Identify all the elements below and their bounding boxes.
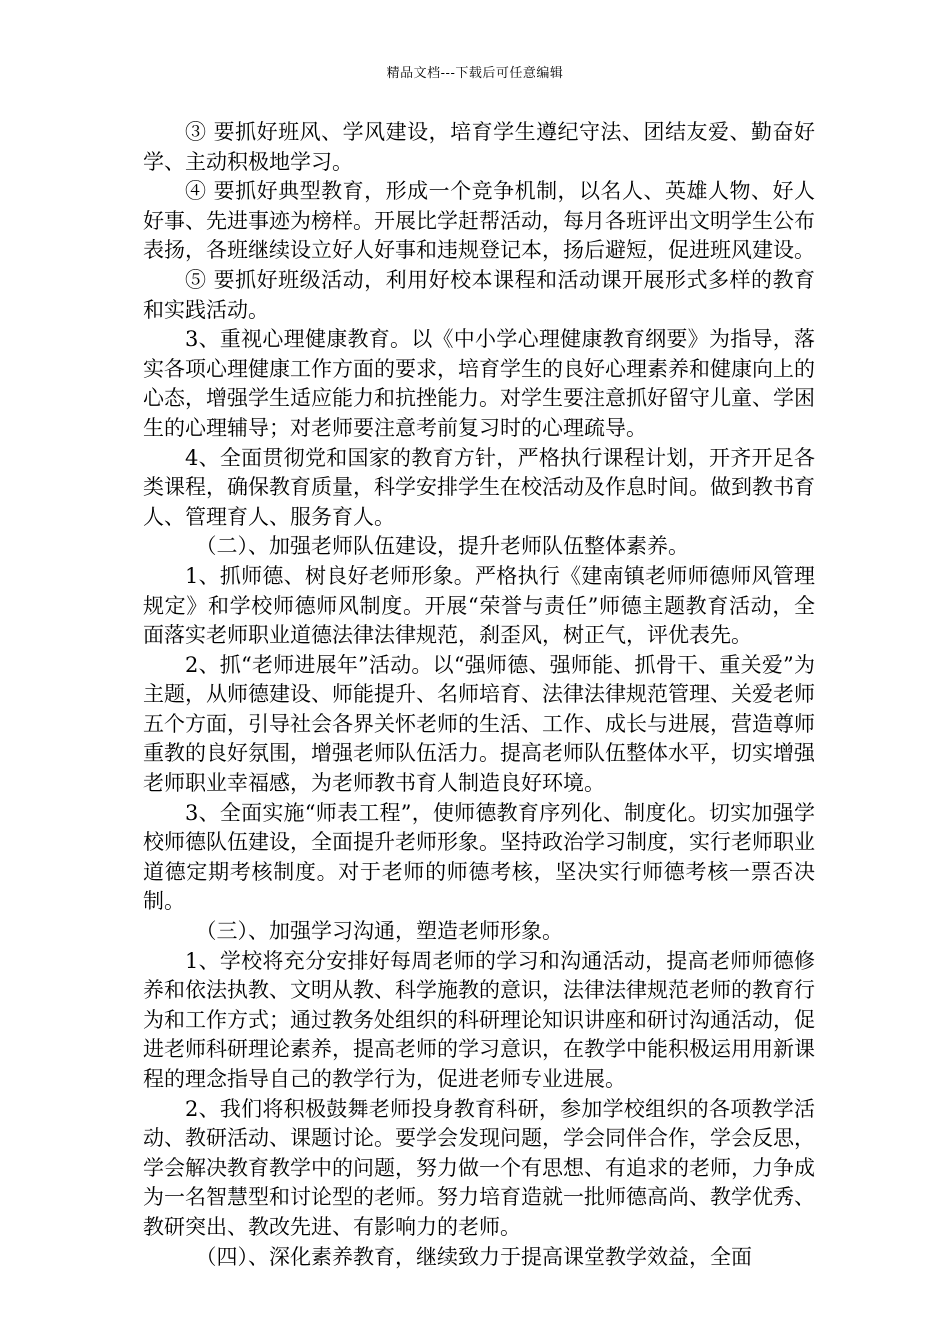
section-heading: （二）、加强老师队伍建设，提升老师队伍整体素养。	[195, 534, 689, 559]
paragraph: 2、我们将积极鼓舞老师投身教育科研，参加学校组织的各项教学活动、教研活动、课题讨论。要学会发现问题，学会同伴合作，学会反思，学会解决教育教学中的问题，努力做一个有思想、有追求的老师，力争成为一名智慧型和讨论型的老师。努力培育造就一批师德高尚、教学优秀、教研突出、教改先进、有影响力的老师。	[143, 1096, 815, 1239]
paragraph: 1、抓师德、树良好老师形象。严格执行《建南镇老师师德师风管理规定》和学校师德师风制度。开展“荣誉与责任”师德主题教育活动，全面落实老师职业道德法律法律规范，刹歪风，树正气，评优表先。	[143, 563, 815, 648]
document-body	[143, 118, 815, 1272]
paragraph: 2、抓“老师进展年”活动。以“强师德、强师能、抓骨干、重关爱”为主题，从师德建设、师能提升、名师培育、法律法律规范管理、关爱老师五个方面，引导社会各界关怀老师的生活、工作、成长与进展，营造尊师重教的良好氛围，增强老师队伍活力。提高老师队伍整体水平，切实增强老师职业幸福感，为老师教书育人制造良好环境。	[143, 652, 815, 796]
paragraph: 1、学校将充分安排好每周老师的学习和沟通活动，提高老师师德修养和依法执教、文明从教、科学施教的意识，法律法律规范老师的教育行为和工作方式；通过教务处组织的科研理论知识讲座和研讨沟通活动，促进老师科研理论素养，提高老师的学习意识，在教学中能积极运用用新课程的理念指导自己的教学行为，促进老师专业进展。	[143, 948, 815, 1091]
paragraph: 3、全面实施“师表工程”，使师德教育序列化、制度化。切实加强学校师德队伍建设，全面提升老师形象。坚持政治学习制度，实行老师职业道德定期考核制度。对于老师的师德考核，坚决实行师德考核一票否决制。	[143, 800, 815, 914]
paragraph: ⑤ 要抓好班级活动，利用好校本课程和活动课开展形式多样的教育和实践活动。	[143, 267, 815, 322]
paragraph: ③ 要抓好班风、学风建设，培育学生遵纪守法、团结友爱、勤奋好学、主动积极地学习。	[143, 120, 815, 174]
section-heading: （四）、深化素养教育，继续致力于提高课堂教学效益，全面	[195, 1244, 752, 1269]
paragraph: ④ 要抓好典型教育，形成一个竞争机制，以名人、英雄人物、好人好事、先进事迹为榜样。开展比学赶帮活动，每月各班评出文明学生公布表扬，各班继续设立好人好事和违规登记本，扬后避短，促进班风建设。	[143, 179, 815, 263]
paragraph: 3、重视心理健康教育。以《中小学心理健康教育纲要》为指导，落实各项心理健康工作方面的要求，培育学生的良好心理素养和健康向上的心态，增强学生适应能力和抗挫能力。对学生要注意抓好留守儿童、学困生的心理辅导；对老师要注意考前复习时的心理疏导。	[143, 327, 815, 440]
section-heading: （三）、加强学习沟通，塑造老师形象。	[195, 919, 563, 944]
paragraph: 4、全面贯彻党和国家的教育方针，严格执行课程计划，开齐开足各类课程，确保教育质量，科学安排学生在校活动及作息时间。做到教书育人、管理育人、服务育人。	[143, 445, 815, 529]
page-header: 精品文档---下载后可任意编辑	[386, 66, 564, 81]
